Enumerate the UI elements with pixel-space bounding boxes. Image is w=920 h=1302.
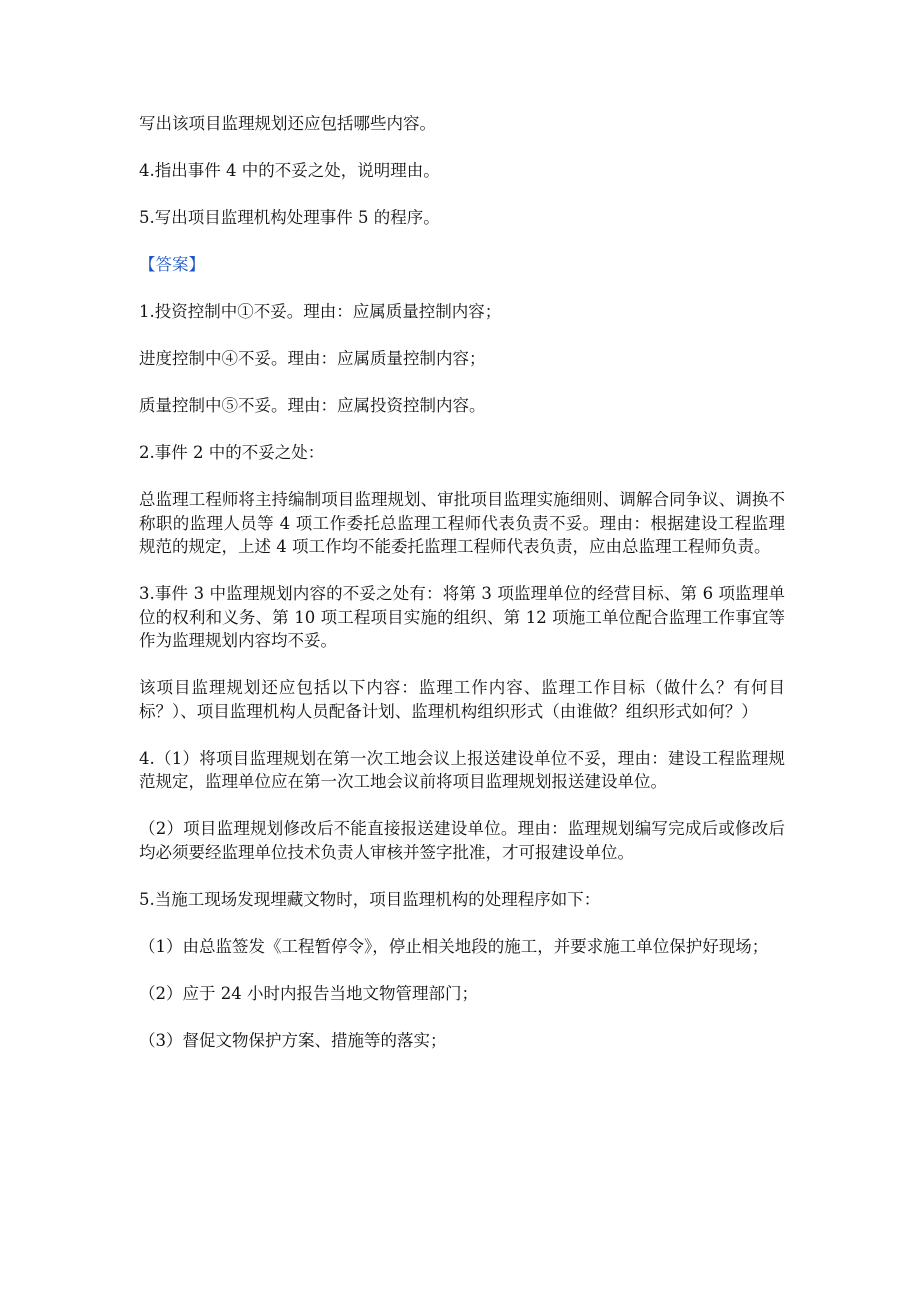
answer-1-investment: 1.投资控制中①不妥。理由：应属质量控制内容； [139, 302, 502, 321]
answer-heading: 【答案】 [139, 255, 205, 274]
question-4: 4.指出事件 4 中的不妥之处，说明理由。 [139, 161, 440, 180]
answer-3-improper: 3.事件 3 中监理规划内容的不妥之处有：将第 3 项监理单位的经营目标、第 6 项监理单位的权利和义务、第 10 项工程项目实施的组织、第 12 项施工单位配合监理工作事宜等作为监理规划内容均不妥。 [139, 584, 785, 650]
answer-1-quality: 质量控制中⑤不妥。理由：应属投资控制内容。 [139, 396, 486, 415]
answer-5-step-3: （3）督促文物保护方案、措施等的落实； [139, 1030, 447, 1050]
question-5: 5.写出项目监理机构处理事件 5 的程序。 [139, 208, 440, 227]
question-3-continuation: 写出该项目监理规划还应包括哪些内容。 [139, 114, 436, 133]
answer-4-item-1: 4.（1）将项目监理规划在第一次工地会议上报送建设单位不妥，理由：建设工程监理规范规定，监理单位应在第一次工地会议前将项目监理规划报送建设单位。 [139, 748, 785, 791]
answer-2-heading: 2.事件 2 中的不妥之处： [139, 443, 325, 462]
answer-5-heading: 5.当施工现场发现埋藏文物时，项目监理机构的处理程序如下： [139, 889, 601, 909]
answer-5-step-1: （1）由总监签发《工程暂停令》，停止相关地段的施工，并要求施工单位保护好现场； [139, 936, 769, 956]
answer-2-detail: 总监理工程师将主持编制项目监理规划、审批项目监理实施细则、调解合同争议、调换不称职的监理人员等 4 项工作委托总监理工程师代表负责不妥。理由：根据建设工程监理规范的规定，上述 4 项工作均不能委托监理工程师代表负责，应由总监理工程师负责。 [139, 490, 785, 556]
answer-5-step-2: （2）应于 24 小时内报告当地文物管理部门； [139, 983, 478, 1003]
answer-3-additional: 该项目监理规划还应包括以下内容：监理工作内容、监理工作目标（做什么？有何目标？）、项目监理机构人员配备计划、监理机构组织形式（由谁做？组织形式如何？） [139, 678, 785, 721]
answer-1-schedule: 进度控制中④不妥。理由：应属质量控制内容； [139, 349, 486, 368]
answer-4-item-2: （2）项目监理规划修改后不能直接报送建设单位。理由：监理规划编写完成后或修改后均必须要经监理单位技术负责人审核并签字批准，才可报建设单位。 [139, 819, 785, 862]
document-body [139, 112, 785, 1076]
